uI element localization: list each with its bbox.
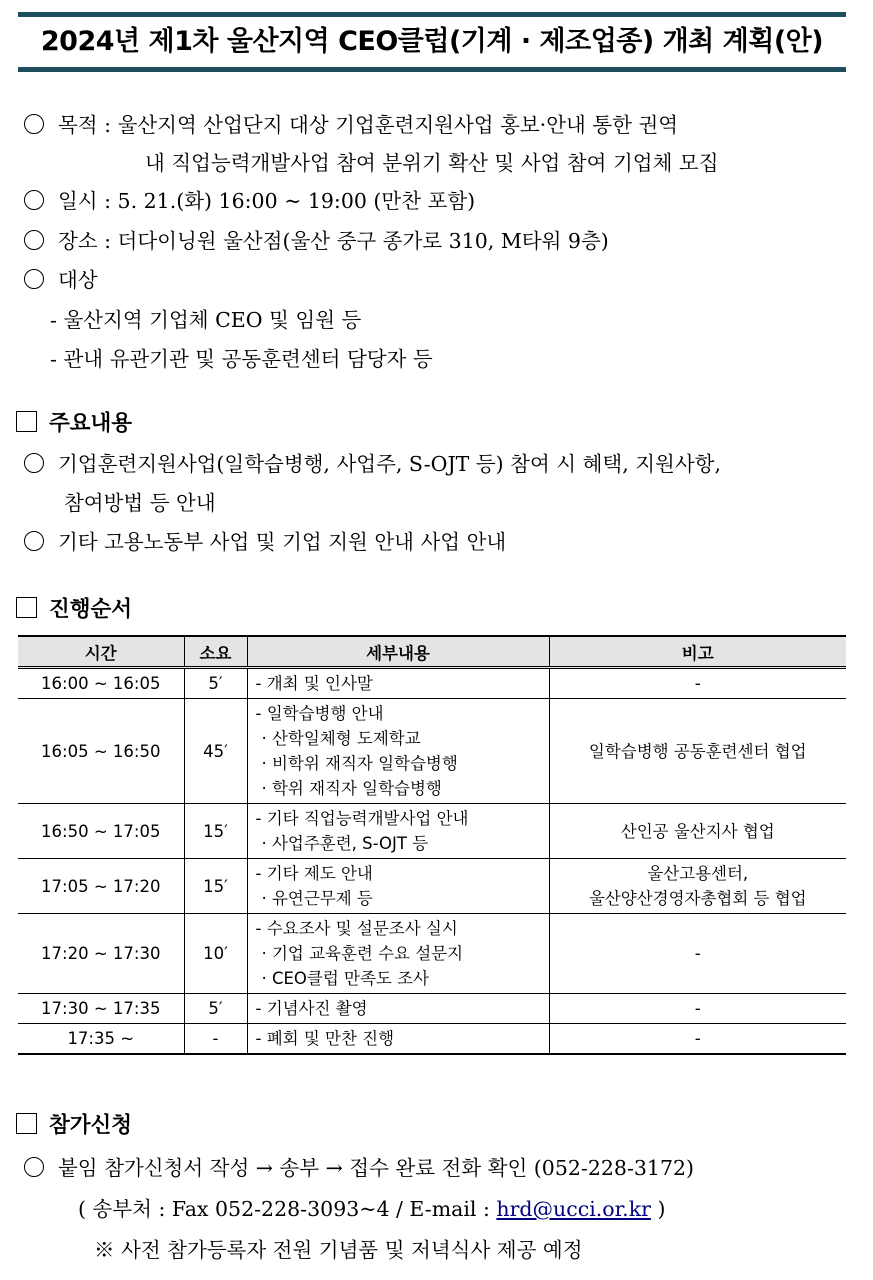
table-header-row bbox=[18, 636, 846, 668]
duration-cell: 15′ bbox=[184, 859, 247, 914]
circle-bullet-icon bbox=[24, 114, 44, 134]
date-text: 일시 : 5. 21.(화) 16:00 ~ 19:00 (만찬 포함) bbox=[58, 189, 476, 213]
detail-main-text: - 개최 및 인사말 bbox=[255, 674, 373, 693]
main-item-2 bbox=[24, 525, 506, 555]
table-row bbox=[18, 1024, 846, 1055]
time-cell: 17:35 ~ bbox=[18, 1024, 184, 1055]
contact-suffix: ) bbox=[650, 1197, 666, 1221]
note-cell: - bbox=[549, 994, 846, 1024]
notice-text: ※ 사전 참가등록자 전원 기념품 및 저녁식사 제공 예정 bbox=[94, 1238, 583, 1262]
detail-sub-text: · 비학위 재직자 일학습병행 bbox=[261, 754, 458, 773]
duration-cell: - bbox=[184, 1024, 247, 1055]
title-banner bbox=[18, 12, 846, 72]
detail-main-text: - 기념사진 촬영 bbox=[255, 999, 368, 1018]
detail-main-text: - 기타 제도 안내 bbox=[255, 864, 373, 883]
time-cell: 17:20 ~ 17:30 bbox=[18, 914, 184, 994]
duration-cell: 15′ bbox=[184, 804, 247, 859]
schedule-heading: 진행순서 bbox=[16, 592, 132, 623]
page-title: 2024년 제1차 울산지역 CEO클럽(기계 · 제조업종) 개최 계획(안) bbox=[40, 26, 824, 57]
detail-cell bbox=[247, 859, 549, 914]
target-label: 대상 bbox=[58, 268, 98, 292]
main-item-1 bbox=[24, 447, 721, 477]
title-bottom-rule bbox=[18, 67, 846, 72]
purpose-label: 목적 : bbox=[58, 113, 112, 137]
time-cell: 16:50 ~ 17:05 bbox=[18, 804, 184, 859]
table-row bbox=[18, 994, 846, 1024]
purpose-text-1: 울산지역 산업단지 대상 기업훈련지원사업 홍보·안내 통한 권역 bbox=[117, 113, 679, 137]
duration-cell: 5′ bbox=[184, 668, 247, 699]
purpose-line bbox=[24, 108, 678, 138]
detail-sub-text: · 유연근무제 등 bbox=[261, 889, 373, 908]
target-line bbox=[24, 263, 98, 293]
detail-sub-text: · CEO클럽 만족도 조사 bbox=[261, 969, 429, 988]
time-cell: 16:00 ~ 16:05 bbox=[18, 668, 184, 699]
time-cell: 16:05 ~ 16:50 bbox=[18, 699, 184, 804]
table-row bbox=[18, 804, 846, 859]
table-row bbox=[18, 914, 846, 994]
application-step-text: 붙임 참가신청서 작성 → 송부 → 접수 완료 전화 확인 (052-228-3172) bbox=[58, 1156, 695, 1180]
detail-sub-text: · 학위 재직자 일학습병행 bbox=[261, 779, 442, 798]
main-content-heading: 주요내용 bbox=[16, 406, 132, 437]
col-header-duration: 소요 bbox=[184, 636, 247, 668]
table-row bbox=[18, 699, 846, 804]
application-step-line bbox=[24, 1151, 694, 1181]
target-item: - 울산지역 기업체 CEO 및 임원 등 bbox=[50, 308, 362, 332]
detail-main-text: - 일학습병행 안내 bbox=[255, 704, 384, 723]
place-line bbox=[24, 224, 609, 254]
circle-bullet-icon bbox=[24, 230, 44, 250]
table-row bbox=[18, 859, 846, 914]
circle-bullet-icon bbox=[24, 453, 44, 473]
col-header-time: 시간 bbox=[18, 636, 184, 668]
detail-cell bbox=[247, 699, 549, 804]
main-item-2-text: 기타 고용노동부 사업 및 기업 지원 안내 사업 안내 bbox=[58, 530, 507, 554]
circle-bullet-icon bbox=[24, 531, 44, 551]
main-item-1-cont: 참여방법 등 안내 bbox=[64, 491, 216, 515]
detail-cell bbox=[247, 1024, 549, 1055]
duration-cell: 45′ bbox=[184, 699, 247, 804]
table-row bbox=[18, 668, 846, 699]
place-text: 장소 : 더다이닝원 울산점(울산 중구 종가로 310, M타워 9층) bbox=[58, 229, 609, 253]
col-header-detail: 세부내용 bbox=[247, 636, 549, 668]
purpose-text-2: 내 직업능력개발사업 참여 분위기 확산 및 사업 참여 기업체 모집 bbox=[145, 151, 719, 175]
detail-main-text: - 폐회 및 만찬 진행 bbox=[255, 1029, 395, 1048]
detail-sub-text: · 사업주훈련, S-OJT 등 bbox=[261, 834, 429, 853]
detail-cell bbox=[247, 914, 549, 994]
detail-main-text: - 기타 직업능력개발사업 안내 bbox=[255, 809, 469, 828]
contact-line bbox=[78, 1192, 665, 1222]
detail-main-text: - 수요조사 및 설문조사 실시 bbox=[255, 919, 458, 938]
checkbox-square-icon bbox=[16, 411, 37, 432]
schedule-table bbox=[18, 635, 846, 1055]
checkbox-square-icon bbox=[16, 1113, 37, 1134]
time-cell: 17:30 ~ 17:35 bbox=[18, 994, 184, 1024]
application-heading: 참가신청 bbox=[16, 1108, 132, 1139]
detail-cell bbox=[247, 804, 549, 859]
note-cell: - bbox=[549, 1024, 846, 1055]
circle-bullet-icon bbox=[24, 190, 44, 210]
checkbox-square-icon bbox=[16, 597, 37, 618]
main-item-1-text: 기업훈련지원사업(일학습병행, 사업주, S-OJT 등) 참여 시 혜택, 지원사항, bbox=[58, 452, 721, 476]
duration-cell: 10′ bbox=[184, 914, 247, 994]
circle-bullet-icon bbox=[24, 269, 44, 289]
note-cell: - bbox=[549, 668, 846, 699]
note-cell: - bbox=[549, 914, 846, 994]
note-cell: 산인공 울산지사 협업 bbox=[549, 804, 846, 859]
detail-cell bbox=[247, 668, 549, 699]
note-cell: 울산고용센터, 울산양산경영자총협회 등 협업 bbox=[549, 859, 846, 914]
time-cell: 17:05 ~ 17:20 bbox=[18, 859, 184, 914]
duration-cell: 5′ bbox=[184, 994, 247, 1024]
target-item: - 관내 유관기관 및 공동훈련센터 담당자 등 bbox=[50, 347, 433, 371]
col-header-note: 비고 bbox=[549, 636, 846, 668]
note-cell: 일학습병행 공동훈련센터 협업 bbox=[549, 699, 846, 804]
contact-prefix: ( 송부처 : Fax 052-228-3093~4 / E-mail : bbox=[78, 1197, 497, 1221]
detail-cell bbox=[247, 994, 549, 1024]
circle-bullet-icon bbox=[24, 1157, 44, 1177]
detail-sub-text: · 기업 교육훈련 수요 설문지 bbox=[261, 944, 464, 963]
date-line bbox=[24, 184, 475, 214]
detail-sub-text: · 산학일체형 도제학교 bbox=[261, 729, 421, 748]
email-link[interactable]: hrd@ucci.or.kr bbox=[496, 1197, 651, 1221]
